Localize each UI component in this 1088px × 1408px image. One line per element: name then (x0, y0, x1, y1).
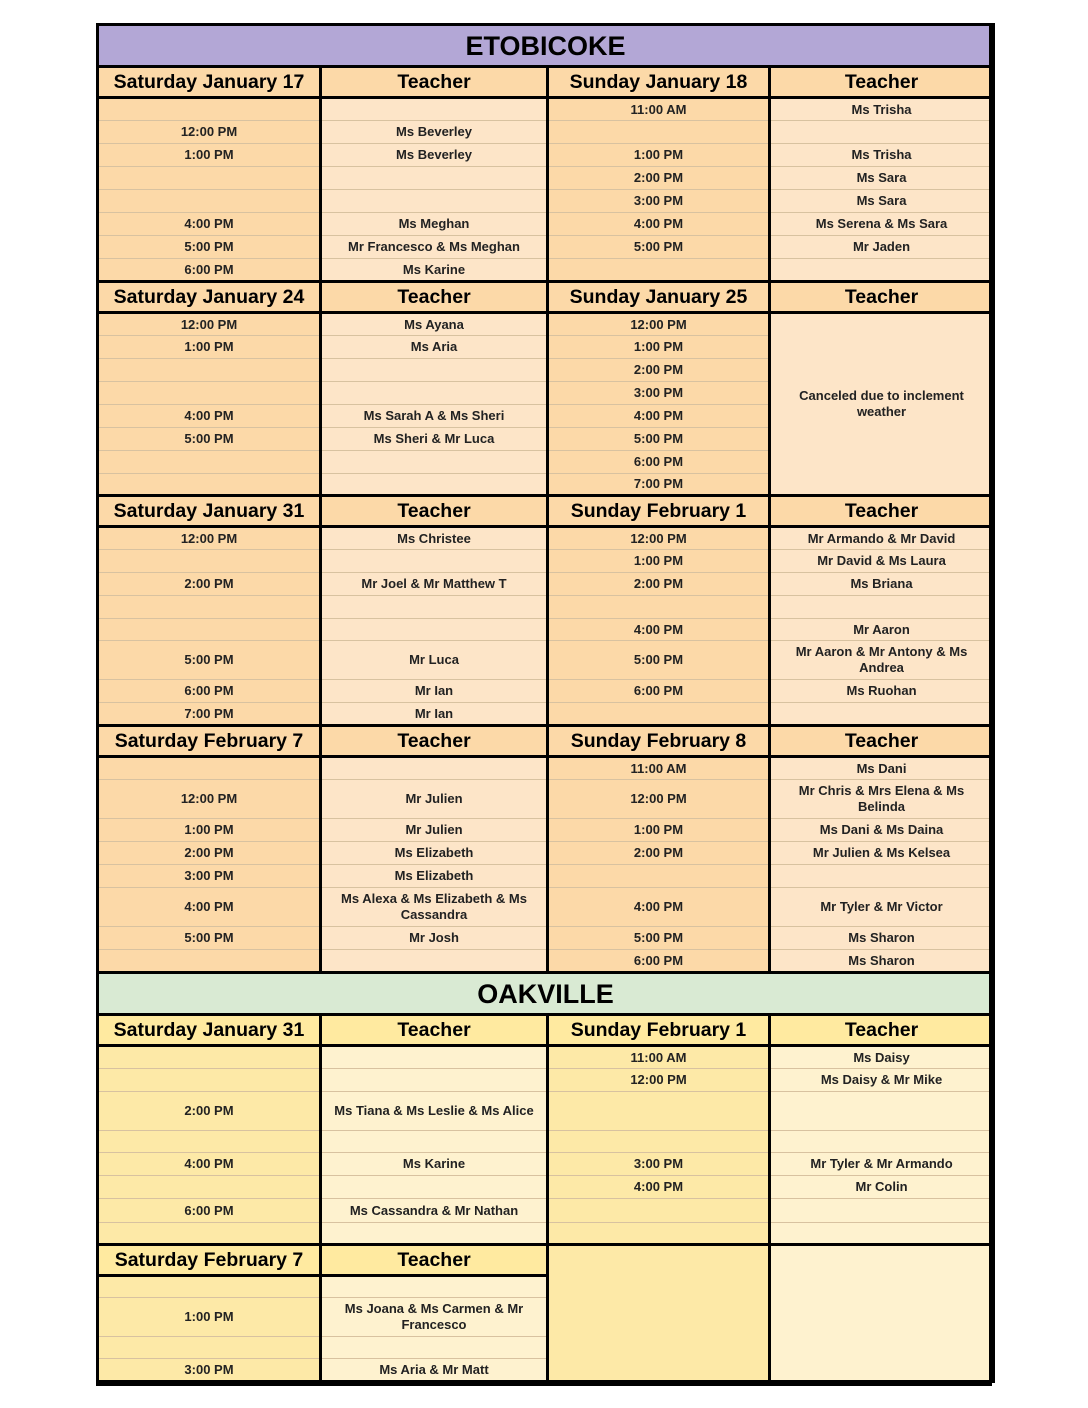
sunday-time (548, 1092, 770, 1131)
saturday-time: 6:00 PM (98, 680, 321, 703)
sunday-teacher: Mr Colin (770, 1176, 994, 1199)
saturday-teacher: Mr Francesco & Ms Meghan (321, 236, 548, 259)
saturday-teacher: Ms Sheri & Mr Luca (321, 428, 548, 451)
time-slot-row (98, 1176, 994, 1199)
saturday-teacher (321, 1337, 548, 1359)
time-slot-row (98, 213, 994, 236)
time-slot-row (98, 1131, 994, 1153)
sunday-time: 1:00 PM (548, 550, 770, 573)
time-slot-row (98, 757, 994, 780)
sunday-teacher: Mr Armando & Mr David (770, 527, 994, 550)
time-slot-row (98, 596, 994, 619)
sunday-time (548, 703, 770, 726)
saturday-teacher (321, 167, 548, 190)
day-header-row (98, 726, 994, 757)
sunday-teacher (770, 1199, 994, 1223)
saturday-teacher: Ms Joana & Ms Carmen & Mr Francesco (321, 1298, 548, 1337)
saturday-teacher: Mr Luca (321, 641, 548, 680)
saturday-time: 12:00 PM (98, 313, 321, 336)
sunday-time: 12:00 PM (548, 780, 770, 819)
saturday-teacher: Ms Elizabeth (321, 842, 548, 865)
saturday-time: 1:00 PM (98, 1298, 321, 1337)
sunday-time: 1:00 PM (548, 144, 770, 167)
sunday-teacher (770, 1092, 994, 1131)
saturday-teacher: Ms Tiana & Ms Leslie & Ms Alice (321, 1092, 548, 1131)
time-slot-row (98, 619, 994, 641)
day-header-row (98, 282, 994, 313)
sunday-teacher: Ms Trisha (770, 98, 994, 121)
time-slot-row (98, 703, 994, 726)
time-slot-row (98, 641, 994, 680)
teacher-header: Teacher (770, 1015, 994, 1046)
saturday-teacher (321, 1223, 548, 1245)
sunday-time: 4:00 PM (548, 213, 770, 236)
time-slot-row (98, 1153, 994, 1176)
canceled-notice: Canceled due to inclement weather (770, 313, 994, 496)
saturday-teacher: Ms Alexa & Ms Elizabeth & Ms Cassandra (321, 888, 548, 927)
sunday-header: Sunday January 18 (548, 67, 770, 98)
time-slot-row (98, 121, 994, 144)
saturday-teacher: Mr Ian (321, 680, 548, 703)
time-slot-row (98, 527, 994, 550)
time-slot-row (98, 236, 994, 259)
sunday-teacher: Ms Ruohan (770, 680, 994, 703)
saturday-header: Saturday January 24 (98, 282, 321, 313)
saturday-time (98, 1223, 321, 1245)
saturday-time (98, 550, 321, 573)
saturday-teacher: Ms Karine (321, 1153, 548, 1176)
teacher-header: Teacher (321, 1245, 548, 1276)
saturday-teacher (321, 98, 548, 121)
saturday-time (98, 382, 321, 405)
sunday-teacher: Ms Daisy (770, 1046, 994, 1069)
time-slot-row (98, 819, 994, 842)
saturday-teacher (321, 1046, 548, 1069)
saturday-teacher: Ms Christee (321, 527, 548, 550)
sunday-teacher: Mr Tyler & Mr Victor (770, 888, 994, 927)
saturday-header: Saturday January 31 (98, 496, 321, 527)
saturday-teacher: Ms Meghan (321, 213, 548, 236)
sunday-time: 3:00 PM (548, 1153, 770, 1176)
saturday-time: 1:00 PM (98, 336, 321, 359)
oakville-section (98, 973, 994, 1382)
time-slot-row (98, 1069, 994, 1092)
saturday-time: 4:00 PM (98, 213, 321, 236)
etobicoke-title: ETOBICOKE (98, 25, 994, 67)
saturday-time: 5:00 PM (98, 641, 321, 680)
saturday-teacher (321, 596, 548, 619)
saturday-teacher (321, 619, 548, 641)
saturday-time: 6:00 PM (98, 259, 321, 282)
saturday-time (98, 1069, 321, 1092)
saturday-time: 4:00 PM (98, 405, 321, 428)
saturday-time: 4:00 PM (98, 888, 321, 927)
saturday-teacher: Ms Aria & Mr Matt (321, 1359, 548, 1382)
sunday-teacher: Ms Dani (770, 757, 994, 780)
sunday-time: 4:00 PM (548, 888, 770, 927)
teacher-header: Teacher (321, 282, 548, 313)
time-slot-row (98, 259, 994, 282)
time-slot-row (98, 167, 994, 190)
teacher-header: Teacher (321, 726, 548, 757)
teacher-header: Teacher (321, 67, 548, 98)
sunday-teacher: Ms Sharon (770, 950, 994, 973)
sunday-time: 1:00 PM (548, 336, 770, 359)
time-slot-row (98, 1092, 994, 1131)
saturday-teacher (321, 474, 548, 496)
saturday-teacher: Ms Elizabeth (321, 865, 548, 888)
sunday-time: 5:00 PM (548, 236, 770, 259)
time-slot-row (98, 98, 994, 121)
sunday-teacher (770, 121, 994, 144)
time-slot-row (98, 780, 994, 819)
sunday-time (548, 1199, 770, 1223)
sunday-time: 2:00 PM (548, 359, 770, 382)
oakville-title: OAKVILLE (98, 973, 994, 1015)
saturday-teacher (321, 1276, 548, 1298)
empty-sunday-block (548, 1245, 770, 1382)
saturday-time (98, 1046, 321, 1069)
saturday-time: 1:00 PM (98, 144, 321, 167)
saturday-teacher (321, 382, 548, 405)
sunday-time: 2:00 PM (548, 167, 770, 190)
sunday-teacher: Ms Serena & Ms Sara (770, 213, 994, 236)
day-header-row (98, 1015, 994, 1046)
teacher-header: Teacher (770, 67, 994, 98)
sunday-time: 5:00 PM (548, 428, 770, 451)
teacher-header: Teacher (321, 1015, 548, 1046)
sunday-time: 12:00 PM (548, 313, 770, 336)
time-slot-row (98, 865, 994, 888)
teacher-header: Teacher (770, 726, 994, 757)
saturday-teacher: Ms Beverley (321, 121, 548, 144)
time-slot-row (98, 842, 994, 865)
saturday-teacher: Ms Ayana (321, 313, 548, 336)
time-slot-row (98, 190, 994, 213)
sunday-time: 4:00 PM (548, 1176, 770, 1199)
sunday-teacher: Mr Aaron & Mr Antony & Ms Andrea (770, 641, 994, 680)
saturday-time (98, 1131, 321, 1153)
sunday-teacher (770, 865, 994, 888)
sunday-time: 11:00 AM (548, 98, 770, 121)
saturday-header: Saturday February 7 (98, 1245, 321, 1276)
time-slot-row (98, 573, 994, 596)
saturday-header: Saturday February 7 (98, 726, 321, 757)
saturday-time: 2:00 PM (98, 1092, 321, 1131)
saturday-teacher: Ms Cassandra & Mr Nathan (321, 1199, 548, 1223)
sunday-teacher (770, 259, 994, 282)
time-slot-row (98, 680, 994, 703)
sunday-time: 5:00 PM (548, 927, 770, 950)
saturday-time: 5:00 PM (98, 428, 321, 451)
sunday-teacher (770, 596, 994, 619)
saturday-teacher: Mr Joel & Mr Matthew T (321, 573, 548, 596)
empty-teacher-block (770, 1245, 994, 1382)
sunday-time: 5:00 PM (548, 641, 770, 680)
saturday-header: Saturday January 31 (98, 1015, 321, 1046)
saturday-time: 12:00 PM (98, 780, 321, 819)
sunday-time: 4:00 PM (548, 405, 770, 428)
sunday-teacher: Mr Julien & Ms Kelsea (770, 842, 994, 865)
sunday-teacher (770, 1223, 994, 1245)
sunday-time: 2:00 PM (548, 573, 770, 596)
sunday-teacher (770, 1131, 994, 1153)
saturday-teacher (321, 190, 548, 213)
sunday-time (548, 865, 770, 888)
sunday-time (548, 596, 770, 619)
sunday-header: Sunday January 25 (548, 282, 770, 313)
etobicoke-section (98, 25, 994, 973)
saturday-teacher: Mr Julien (321, 780, 548, 819)
saturday-teacher (321, 1069, 548, 1092)
saturday-time: 12:00 PM (98, 527, 321, 550)
time-slot-row (98, 1046, 994, 1069)
time-slot-row (98, 550, 994, 573)
sunday-teacher: Ms Sharon (770, 927, 994, 950)
saturday-time (98, 190, 321, 213)
saturday-time: 5:00 PM (98, 927, 321, 950)
saturday-teacher (321, 950, 548, 973)
sunday-header: Sunday February 1 (548, 496, 770, 527)
day-header-row (98, 1245, 994, 1276)
sunday-time: 11:00 AM (548, 757, 770, 780)
sunday-teacher: Ms Briana (770, 573, 994, 596)
saturday-time: 3:00 PM (98, 865, 321, 888)
day-header-row (98, 496, 994, 527)
sunday-time: 4:00 PM (548, 619, 770, 641)
sunday-time: 3:00 PM (548, 382, 770, 405)
sunday-time: 11:00 AM (548, 1046, 770, 1069)
sunday-time: 12:00 PM (548, 527, 770, 550)
saturday-teacher: Mr Ian (321, 703, 548, 726)
day-header-row (98, 67, 994, 98)
time-slot-row (98, 144, 994, 167)
saturday-time (98, 359, 321, 382)
time-slot-row (98, 950, 994, 973)
saturday-teacher (321, 359, 548, 382)
sunday-time (548, 1223, 770, 1245)
sunday-time: 6:00 PM (548, 950, 770, 973)
sunday-time (548, 259, 770, 282)
saturday-time (98, 451, 321, 474)
sunday-time: 6:00 PM (548, 451, 770, 474)
sunday-time: 6:00 PM (548, 680, 770, 703)
saturday-time: 2:00 PM (98, 573, 321, 596)
sunday-header: Sunday February 1 (548, 1015, 770, 1046)
saturday-teacher (321, 550, 548, 573)
saturday-time (98, 98, 321, 121)
time-slot-row (98, 313, 994, 336)
saturday-teacher (321, 757, 548, 780)
saturday-teacher: Ms Karine (321, 259, 548, 282)
sunday-teacher: Ms Daisy & Mr Mike (770, 1069, 994, 1092)
saturday-time (98, 1276, 321, 1298)
sunday-teacher: Ms Sara (770, 167, 994, 190)
saturday-time (98, 1176, 321, 1199)
sunday-time: 7:00 PM (548, 474, 770, 496)
saturday-teacher (321, 451, 548, 474)
teacher-header: Teacher (321, 496, 548, 527)
saturday-time (98, 757, 321, 780)
time-slot-row (98, 1199, 994, 1223)
saturday-teacher: Mr Josh (321, 927, 548, 950)
sunday-teacher: Mr David & Ms Laura (770, 550, 994, 573)
sunday-teacher: Mr Aaron (770, 619, 994, 641)
teacher-header: Teacher (770, 496, 994, 527)
saturday-teacher: Ms Sarah A & Ms Sheri (321, 405, 548, 428)
saturday-time: 12:00 PM (98, 121, 321, 144)
saturday-teacher (321, 1131, 548, 1153)
saturday-time: 6:00 PM (98, 1199, 321, 1223)
saturday-time (98, 619, 321, 641)
sunday-teacher (770, 703, 994, 726)
schedule-table (96, 23, 995, 1383)
saturday-time (98, 1337, 321, 1359)
saturday-time: 4:00 PM (98, 1153, 321, 1176)
sunday-teacher: Mr Chris & Mrs Elena & Ms Belinda (770, 780, 994, 819)
sunday-time: 12:00 PM (548, 1069, 770, 1092)
sunday-time: 3:00 PM (548, 190, 770, 213)
saturday-time (98, 950, 321, 973)
saturday-time (98, 474, 321, 496)
sunday-time: 2:00 PM (548, 842, 770, 865)
saturday-teacher: Ms Aria (321, 336, 548, 359)
saturday-teacher: Ms Beverley (321, 144, 548, 167)
saturday-time: 2:00 PM (98, 842, 321, 865)
sunday-teacher: Mr Jaden (770, 236, 994, 259)
teacher-header: Teacher (770, 282, 994, 313)
sunday-time (548, 121, 770, 144)
sunday-time (548, 1131, 770, 1153)
saturday-time: 3:00 PM (98, 1359, 321, 1382)
sunday-header: Sunday February 8 (548, 726, 770, 757)
sunday-teacher: Mr Tyler & Mr Armando (770, 1153, 994, 1176)
saturday-header: Saturday January 17 (98, 67, 321, 98)
saturday-teacher: Mr Julien (321, 819, 548, 842)
sunday-teacher: Ms Trisha (770, 144, 994, 167)
saturday-time (98, 167, 321, 190)
time-slot-row (98, 927, 994, 950)
saturday-time (98, 596, 321, 619)
saturday-time: 1:00 PM (98, 819, 321, 842)
saturday-time: 7:00 PM (98, 703, 321, 726)
sunday-time: 1:00 PM (548, 819, 770, 842)
sunday-teacher: Ms Dani & Ms Daina (770, 819, 994, 842)
saturday-teacher (321, 1176, 548, 1199)
saturday-time: 5:00 PM (98, 236, 321, 259)
sunday-teacher: Ms Sara (770, 190, 994, 213)
time-slot-row (98, 1223, 994, 1245)
time-slot-row (98, 888, 994, 927)
schedule-sheet (96, 23, 992, 1386)
